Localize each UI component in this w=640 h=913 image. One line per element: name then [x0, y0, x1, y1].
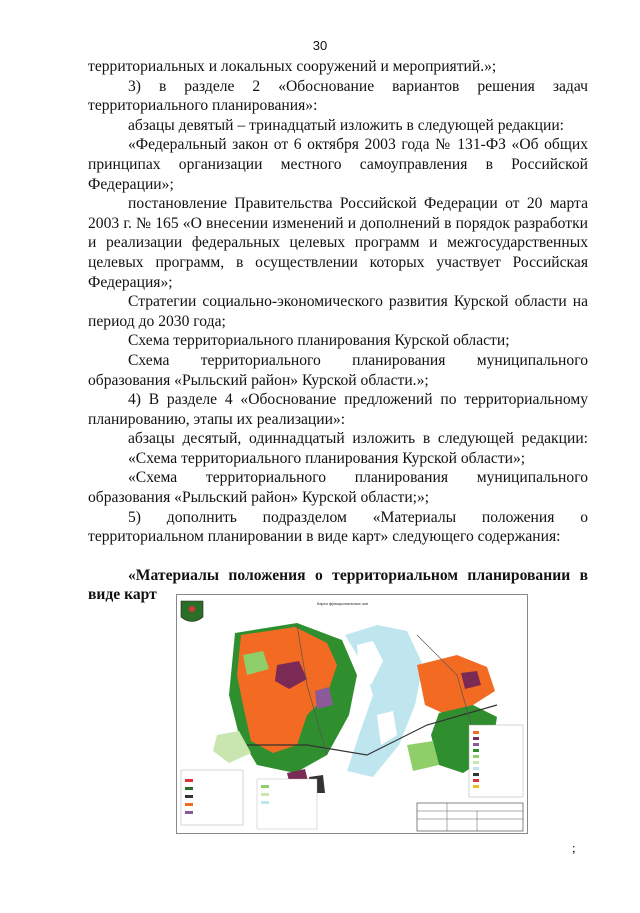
paragraph-list — [88, 57, 588, 547]
paragraph: «Федеральный закон от 6 октября 2003 года № 131-ФЗ «Об общих принципах организации местного самоуправления в Российской Федерации»; — [88, 136, 588, 193]
paragraph: абзацы десятый, одиннадцатый изложить в следующей редакции: — [128, 430, 588, 448]
paragraph: 4) В разделе 4 «Обоснование предложений по территориальному планированию, этапы их реализации»: — [88, 391, 588, 428]
paragraph: 3) в разделе 2 «Обоснование вариантов решения задач территориального планирования»: — [88, 77, 588, 115]
functional-zones-map — [176, 594, 528, 834]
map-title-block — [417, 803, 523, 831]
paragraph: постановление Правительства Российской Федерации от 20 марта 2003 г. № 165 «О внесении изменений и дополнений в порядок разработки и реализации федеральных целевых программ и межгосударственных целевых программ, в осуществлении которых участвует Российская Федерация»; — [88, 195, 588, 291]
map-inner-title: Карта функциональных зон — [317, 601, 369, 606]
map-legend-right — [469, 725, 523, 797]
document-body — [88, 57, 588, 625]
paragraph: 5) дополнить подразделом «Материалы положения о территориальном планировании в виде карт» следующего содержания: — [88, 508, 588, 546]
paragraph: Схема территориального планирования Курской области; — [128, 332, 510, 350]
map-legend-middle — [257, 779, 317, 829]
margin-mark: ; — [572, 840, 576, 855]
paragraph: абзацы девятый – тринадцатый изложить в следующей редакции: — [128, 116, 565, 134]
paragraph: Схема территориального планирования муниципального образования «Рыльский район» Курской области.»; — [88, 351, 588, 389]
coat-of-arms-icon — [181, 601, 203, 622]
paragraph: «Схема территориального планирования муниципального образования «Рыльский район» Курской области;»; — [88, 469, 588, 507]
paragraph: Стратегии социально-экономического развития Курской области на период до 2030 года; — [88, 293, 588, 330]
map-graphic — [177, 595, 527, 833]
map-legend-left — [181, 770, 243, 825]
paragraph: территориальных и локальных сооружений и мероприятий.»; — [88, 58, 497, 75]
page-number: 30 — [312, 38, 328, 53]
paragraph: «Схема территориального планирования Курской области»; — [128, 449, 526, 467]
section-heading: «Материалы положения о территориальном планировании в виде карт — [88, 566, 588, 604]
